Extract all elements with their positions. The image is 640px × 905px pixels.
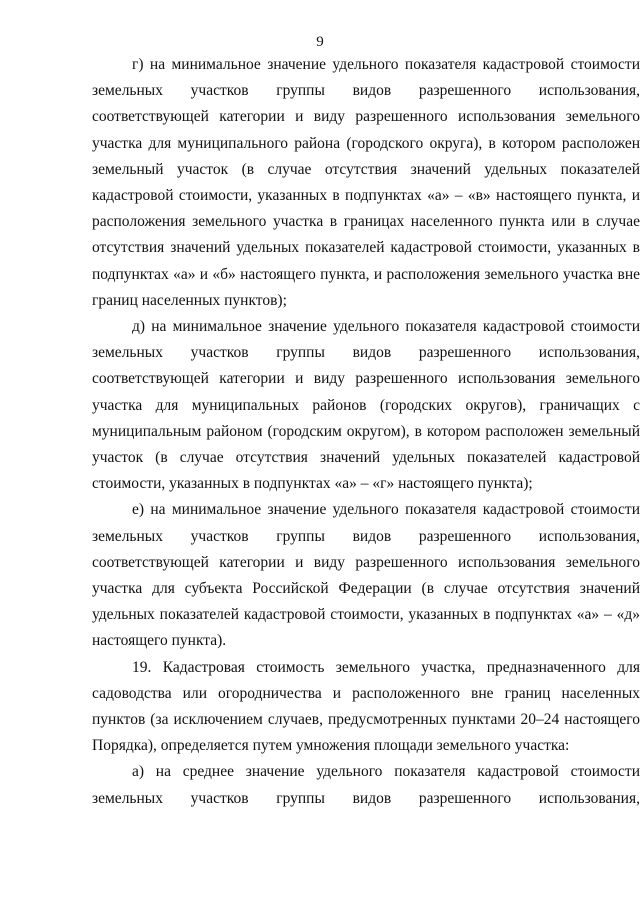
paragraph-subpoint-g: г) на минимальное значение удельного показателя кадастровой стоимости земельных участков группы видов разрешенного использования, соответствующей категории и виду разрешенного использования земельного участка для муниципального района (городского округа), в котором расположен земельный участок (в случае отсутствия значений удельных показателей кадастровой стоимости, указанных в подпунктах «а» – «в» настоящего пункта, и расположения земельного участка в границах населенного пункта или в случае отсутствия значений удельных показателей кадастровой стоимости, указанных в подпунктах «а» и «б» настоящего пункта, и расположения земельного участка вне границ населенных пунктов); [92, 56, 640, 309]
document-body [92, 52, 640, 812]
page-number: 9 [316, 34, 324, 50]
paragraph-subpoint-e: е) на минимальное значение удельного показателя кадастровой стоимости земельных участков группы видов разрешенного использования, соответствующей категории и виду разрешенного использования земельного участка для субъекта Российской Федерации (в случае отсутствия значений удельных показателей кадастровой стоимости, указанных в подпунктах «а» – «д» настоящего пункта). [92, 501, 640, 650]
paragraph-point-19: 19. Кадастровая стоимость земельного участка, предназначенного для садоводства или огородничества и расположенного вне границ населенных пунктов (за исключением случаев, предусмотренных пунктами 20–24 настоящего Порядка), определяется путем умножения площади земельного участка: [92, 658, 640, 755]
paragraph-subpoint-d: д) на минимальное значение удельного показателя кадастровой стоимости земельных участков группы видов разрешенного использования, соответствующей категории и виду разрешенного использования земельного участка для муниципальных районов (городских округов), граничащих с муниципальным районом (городским округом), в котором расположен земельный участок (в случае отсутствия значений удельных показателей кадастровой стоимости, указанных в подпунктах «а» – «г» настоящего пункта); [92, 318, 640, 493]
paragraph-subpoint-a: а) на среднее значение удельного показателя кадастровой стоимости земельных участков группы видов разрешенного использования, [92, 763, 640, 807]
